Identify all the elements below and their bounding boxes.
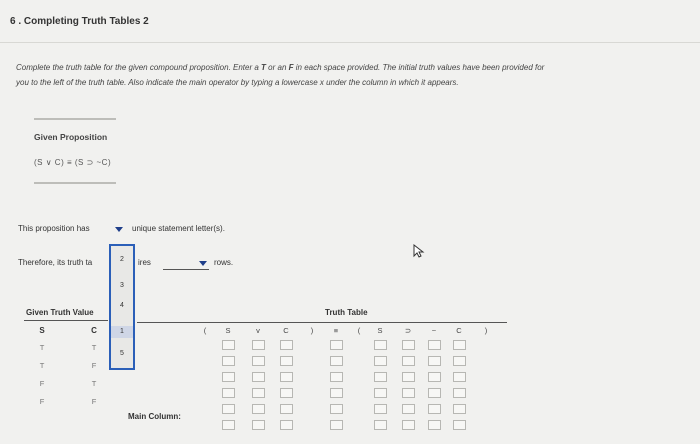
truth-value-input[interactable] (374, 340, 387, 350)
main-column-input[interactable] (428, 420, 441, 430)
given-proposition-expression: (S ∨ C) ≡ (S ⊃ ~C) (34, 158, 112, 167)
main-column-input[interactable] (222, 420, 235, 430)
truth-value-input[interactable] (428, 340, 441, 350)
gtv-cell: F (39, 397, 45, 406)
gtv-cell: T (39, 361, 45, 370)
rows-count-dropdown[interactable] (163, 259, 209, 269)
gtv-cell: F (91, 397, 97, 406)
dropdown-option[interactable]: 3 (120, 282, 124, 289)
truth-table-rule (137, 322, 507, 323)
truth-table-symbol: ⊃ (404, 326, 412, 335)
given-truth-value-rule (24, 320, 108, 321)
truth-value-input[interactable] (222, 404, 235, 414)
instructions-text-1: Complete the truth table for the given compound proposition. Enter a (16, 63, 262, 72)
dropdown-option[interactable]: 5 (120, 350, 124, 357)
truth-value-input[interactable] (280, 372, 293, 382)
truth-value-input[interactable] (453, 356, 466, 366)
truth-value-input[interactable] (402, 356, 415, 366)
truth-value-input[interactable] (252, 356, 265, 366)
truth-value-input[interactable] (280, 340, 293, 350)
header-c: C (91, 326, 97, 335)
instructions (16, 60, 676, 90)
truth-table-symbol: ) (484, 326, 488, 335)
dropdown-option[interactable]: 2 (120, 256, 124, 263)
letters-sentence-suffix: unique statement letter(s). (132, 224, 225, 233)
truth-value-input[interactable] (453, 388, 466, 398)
truth-value-input[interactable] (453, 340, 466, 350)
main-column-input[interactable] (252, 420, 265, 430)
instructions-text-2: or an (265, 63, 289, 72)
main-column-input[interactable] (402, 420, 415, 430)
truth-table-symbol: v (256, 326, 260, 335)
truth-value-input[interactable] (453, 372, 466, 382)
truth-value-input[interactable] (222, 388, 235, 398)
truth-value-input[interactable] (374, 356, 387, 366)
truth-value-input[interactable] (428, 388, 441, 398)
truth-table-symbol: ) (310, 326, 314, 335)
page-title: 6 . Completing Truth Tables 2 (10, 16, 149, 27)
rows-sentence-suffix: rows. (214, 258, 234, 267)
truth-value-input[interactable] (222, 356, 235, 366)
given-proposition-label: Given Proposition (34, 132, 108, 142)
gtv-cell: T (91, 343, 97, 352)
truth-table-symbol: ( (203, 326, 207, 335)
main-column-input[interactable] (280, 420, 293, 430)
truth-value-input[interactable] (330, 404, 343, 414)
rows-sentence-middle: ires (138, 258, 151, 267)
dropdown-option[interactable]: 4 (120, 302, 124, 309)
truth-value-input[interactable] (252, 388, 265, 398)
truth-table-symbol: S (377, 326, 383, 335)
caret-down-icon (115, 227, 123, 232)
gtv-cell: T (39, 343, 45, 352)
main-column-input[interactable] (453, 420, 466, 430)
letters-sentence-prefix: This proposition has (18, 224, 90, 233)
given-truth-value-label: Given Truth Value (26, 308, 94, 317)
rows-dropdown-underline (163, 269, 209, 270)
truth-value-input[interactable] (280, 356, 293, 366)
truth-table-label: Truth Table (325, 308, 368, 317)
truth-table-symbol: S (225, 326, 231, 335)
truth-value-input[interactable] (374, 404, 387, 414)
truth-value-input[interactable] (222, 372, 235, 382)
truth-value-input[interactable] (280, 388, 293, 398)
truth-value-input[interactable] (252, 372, 265, 382)
caret-down-icon (199, 261, 207, 266)
mouse-pointer-icon (413, 244, 425, 258)
dropdown-option-highlighted[interactable]: 1 (111, 326, 133, 338)
truth-table-symbol: ( (357, 326, 361, 335)
truth-value-input[interactable] (428, 356, 441, 366)
truth-value-input[interactable] (402, 372, 415, 382)
gtv-cell: T (91, 379, 97, 388)
gtv-cell: F (91, 361, 97, 370)
truth-value-input[interactable] (428, 372, 441, 382)
truth-value-input[interactable] (402, 404, 415, 414)
truth-value-input[interactable] (428, 404, 441, 414)
truth-value-input[interactable] (222, 340, 235, 350)
main-column-input[interactable] (374, 420, 387, 430)
truth-value-input[interactable] (330, 372, 343, 382)
truth-table-symbol: C (456, 326, 462, 335)
truth-table-symbol: ~ (431, 326, 437, 335)
truth-value-input[interactable] (330, 388, 343, 398)
truth-value-input[interactable] (330, 340, 343, 350)
truth-value-input[interactable] (252, 404, 265, 414)
truth-table-symbol: ≡ (333, 326, 339, 335)
truth-value-input[interactable] (402, 340, 415, 350)
header-s: S (39, 326, 45, 335)
rows-sentence-prefix: Therefore, its truth ta (18, 258, 93, 267)
letters-count-dropdown[interactable] (107, 226, 127, 236)
main-column-label: Main Column: (128, 412, 181, 421)
truth-value-input[interactable] (374, 388, 387, 398)
truth-value-input[interactable] (402, 388, 415, 398)
truth-value-input[interactable] (453, 404, 466, 414)
header-divider (0, 42, 700, 43)
given-top-rule (34, 118, 116, 120)
truth-table-symbol: C (283, 326, 289, 335)
truth-value-input[interactable] (280, 404, 293, 414)
truth-value-input[interactable] (330, 356, 343, 366)
instructions-text-4: you to the left of the truth table. Also indicate the main operator by typing a lowercase x under the column in which it appears. (16, 78, 459, 87)
truth-value-input[interactable] (252, 340, 265, 350)
instructions-t: T (261, 63, 266, 72)
instructions-text-3: in each space provided. The initial truth values have been provided for (293, 63, 545, 72)
given-bottom-rule (34, 182, 116, 184)
instructions-f: F (288, 63, 294, 72)
truth-value-input[interactable] (374, 372, 387, 382)
dropdown-options-list[interactable] (109, 244, 135, 370)
main-column-input[interactable] (330, 420, 343, 430)
gtv-cell: F (39, 379, 45, 388)
